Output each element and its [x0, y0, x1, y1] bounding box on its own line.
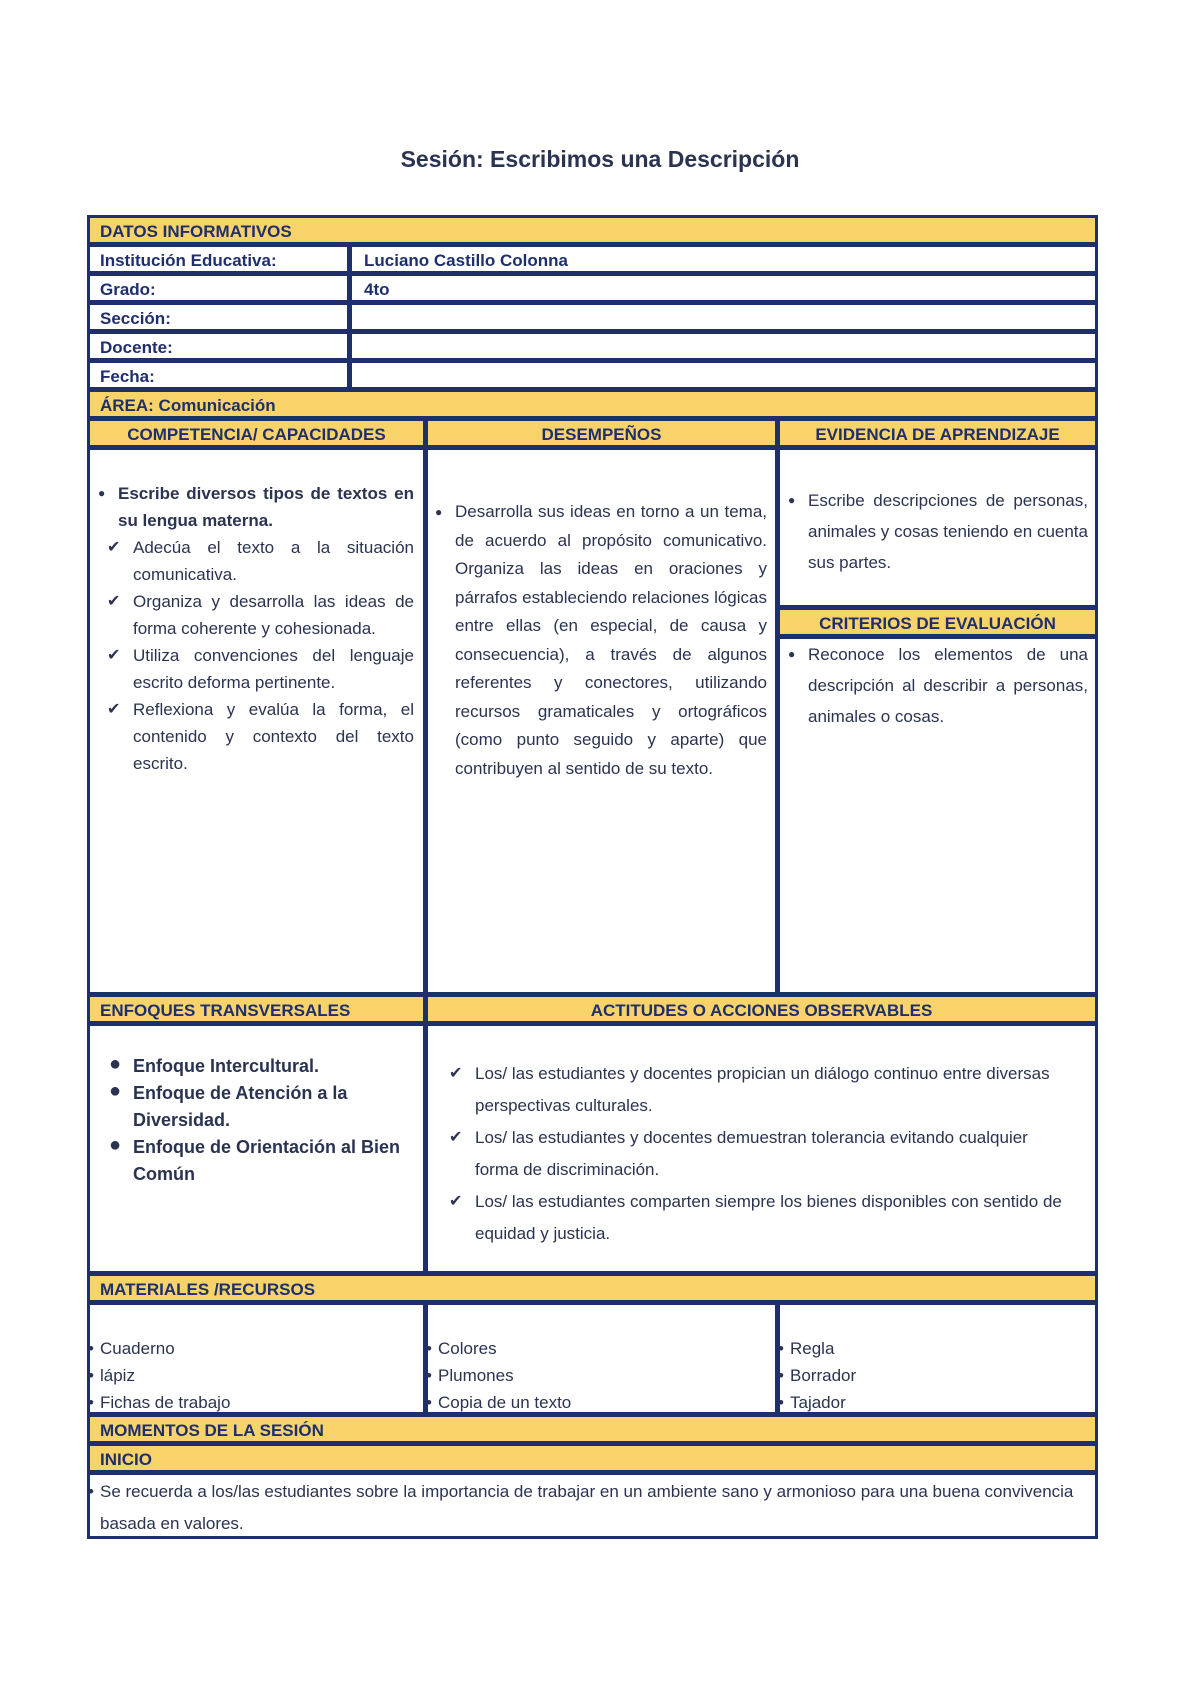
fecha-label: Fecha:: [100, 367, 155, 386]
grado-label: Grado:: [100, 280, 156, 299]
material-item: • Colores: [438, 1335, 738, 1362]
enfoques-header-text: ENFOQUES TRANSVERSALES: [100, 1001, 351, 1020]
enfoque-item: ● Enfoque de Orientación al Bien Común: [133, 1134, 403, 1188]
docente-label: Docente:: [100, 338, 173, 357]
actitud-item: ✔ Los/ las estudiantes comparten siempre los bienes disponibles con sentido de equidad y justicia.: [475, 1186, 1070, 1250]
criterios-header-text: CRITERIOS DE EVALUACIÓN: [819, 614, 1056, 633]
row-institucion: [87, 244, 350, 274]
seccion-label: Sección:: [100, 309, 171, 328]
material-item: • Plumones: [438, 1362, 738, 1389]
grado-value: 4to: [364, 280, 390, 299]
evidencia-content: [808, 485, 1088, 578]
institucion-value: Luciano Castillo Colonna: [364, 251, 569, 270]
momentos-header-text: MOMENTOS DE LA SESIÓN: [100, 1421, 324, 1440]
inicio-content: [100, 1476, 1085, 1540]
materiales-header-text: MATERIALES /RECURSOS: [100, 1280, 316, 1299]
material-item: • Copia de un texto: [438, 1389, 738, 1416]
actitudes-header-text: ACTITUDES O ACCIONES OBSERVABLES: [590, 1001, 933, 1020]
materiales-list-2: [438, 1335, 738, 1416]
evidencia-header: [777, 418, 1098, 448]
competencia-main: ● Escribe diversos tipos de textos en su lengua materna.: [118, 480, 414, 534]
actitud-item: ✔ Los/ las estudiantes y docentes propician un diálogo continuo entre diversas perspectivas culturales.: [475, 1058, 1070, 1122]
material-item: • Cuaderno: [100, 1335, 400, 1362]
desempenos-header: [425, 418, 778, 448]
row-institucion-value: [349, 244, 1098, 274]
enfoque-item: ● Enfoque Intercultural.: [133, 1053, 403, 1080]
row-docente: [87, 331, 350, 361]
page-title: Sesión: Escribimos una Descripción: [400, 146, 800, 172]
actitudes-content: [475, 1058, 1070, 1250]
enfoques-header: [87, 994, 426, 1024]
inicio-header: [87, 1443, 1098, 1473]
materiales-list-3: [790, 1335, 1070, 1416]
enfoque-item: ● Enfoque de Atención a la Diversidad.: [133, 1080, 403, 1134]
material-item: • Borrador: [790, 1362, 1070, 1389]
competencia-header-text: COMPETENCIA/ CAPACIDADES: [127, 425, 386, 444]
competencia-header: [87, 418, 426, 448]
row-fecha: [87, 360, 350, 390]
capacidad-item: ✔ Utiliza convenciones del lenguaje escrito deforma pertinente.: [133, 642, 414, 696]
criterios-header: [777, 607, 1098, 637]
material-item: • Regla: [790, 1335, 1070, 1362]
area-header: [87, 389, 1098, 419]
desempenos-header-text: DESEMPEÑOS: [541, 425, 662, 444]
criterio-text: ● Reconoce los elementos de una descripción al describir a personas, animales o cosas.: [808, 639, 1088, 732]
institucion-label: Institución Educativa:: [100, 251, 277, 270]
inicio-text: • Se recuerda a los/las estudiantes sobre la importancia de trabajar en un ambiente sano y armonioso para una buena convivencia basada en valores.: [100, 1476, 1085, 1540]
row-docente-value: [349, 331, 1098, 361]
desempeno-text: ● Desarrolla sus ideas en torno a un tema, de acuerdo al propósito comunicativo. Organiza las ideas en oraciones y párrafos estableciendo relaciones lógicas entre ellas (en especial, de causa y consecuencia), a través de algunos referentes y conectores, utilizando recursos gramaticales y ortográficos (como punto seguido y aparte) que contribuyen al sentido de su texto.: [455, 498, 767, 783]
datos-header-text: DATOS INFORMATIVOS: [100, 222, 292, 241]
criterio-content: [808, 639, 1088, 732]
area-text: ÁREA: Comunicación: [100, 396, 276, 415]
material-item: • Fichas de trabajo: [100, 1389, 400, 1416]
materiales-header: [87, 1273, 1098, 1303]
material-item: • lápiz: [100, 1362, 400, 1389]
materiales-list-1: [100, 1335, 400, 1416]
row-grado: [87, 273, 350, 303]
enfoques-content: [133, 1053, 403, 1188]
row-seccion-value: [349, 302, 1098, 332]
desempeno-content: [455, 498, 767, 783]
actitudes-header: [425, 994, 1098, 1024]
capacidad-item: ✔ Reflexiona y evalúa la forma, el contenido y contexto del texto escrito.: [133, 696, 414, 777]
row-fecha-value: [349, 360, 1098, 390]
datos-informativos-header: [87, 215, 1098, 245]
row-grado-value: [349, 273, 1098, 303]
evidencia-header-text: EVIDENCIA DE APRENDIZAJE: [815, 425, 1060, 444]
capacidad-item: ✔ Organiza y desarrolla las ideas de forma coherente y cohesionada.: [133, 588, 414, 642]
inicio-header-text: INICIO: [100, 1450, 152, 1469]
competencia-content: [118, 480, 414, 777]
row-seccion: [87, 302, 350, 332]
actitud-item: ✔ Los/ las estudiantes y docentes demuestran tolerancia evitando cualquier forma de discriminación.: [475, 1122, 1070, 1186]
evidencia-text: ● Escribe descripciones de personas, animales y cosas teniendo en cuenta sus partes.: [808, 485, 1088, 578]
momentos-header: [87, 1414, 1098, 1444]
material-item: • Tajador: [790, 1389, 1070, 1416]
capacidad-item: ✔ Adecúa el texto a la situación comunicativa.: [133, 534, 414, 588]
